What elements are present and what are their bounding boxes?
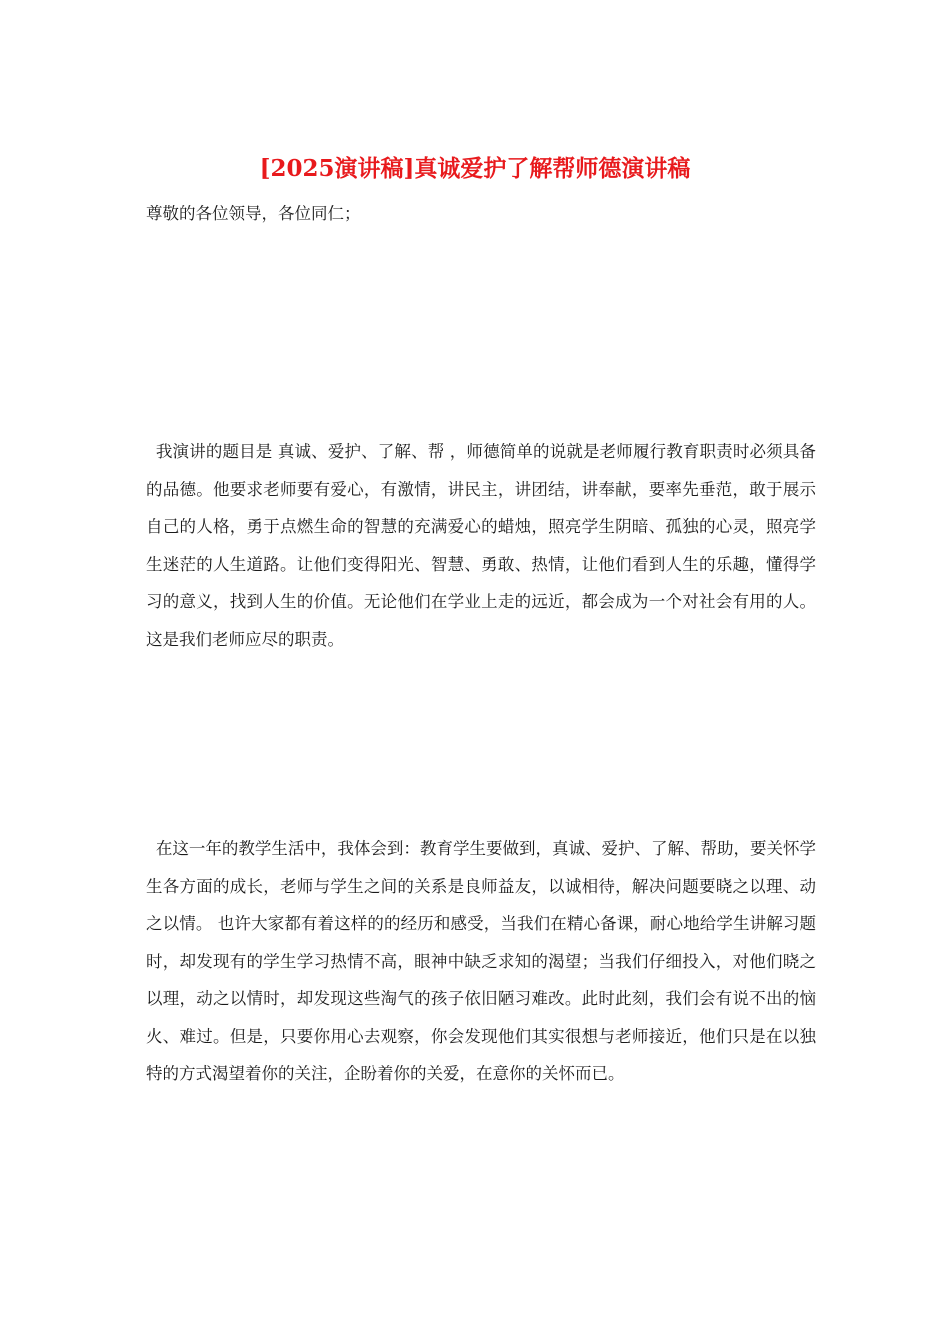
greeting-line: 尊敬的各位领导，各位同仁； <box>146 204 361 223</box>
document-title: [2025演讲稿]真诚爱护了解帮师德演讲稿 <box>259 155 691 182</box>
paragraph-2: 在这一年的教学生活中，我体会到：教育学生要做到，真诚、爱护、了解、帮助，要关怀学生各方面的成长，老师与学生之间的关系是良师益友，以诚相待，解决问题要晓之以理、动之以情。 也许大家都有着这样的的经历和感受，当我们在精心备课，耐心地给学生讲解习题时，却发现有的学生学习热情不高，眼神中缺乏求知的渴望；当我们仔细投入，对他们晓之以理，动之以情时，却发现这些淘气的孩子依旧陋习难改。此时此刻，我们会有说不出的恼火、难过。但是，只要你用心去观察，你会发现他们其实很想与老师接近，他们只是在以独特的方式渴望着你的关注，企盼着你的关爱，在意你的关怀而已。 <box>146 839 816 1083</box>
paragraph-1: 我演讲的题目是 真诚、爱护、了解、帮 ，师德简单的说就是老师履行教育职责时必须具备的品德。他要求老师要有爱心，有激情，讲民主，讲团结，讲奉献，要率先垂范，敢于展示自己的人格，勇于点燃生命的智慧的充满爱心的蜡烛，照亮学生阴暗、孤独的心灵，照亮学生迷茫的人生道路。让他们变得阳光、智慧、勇敢、热情，让他们看到人生的乐趣，懂得学习的意义，找到人生的价值。无论他们在学业上走的远近，都会成为一个对社会有用的人。这是我们老师应尽的职责。 <box>146 442 816 649</box>
